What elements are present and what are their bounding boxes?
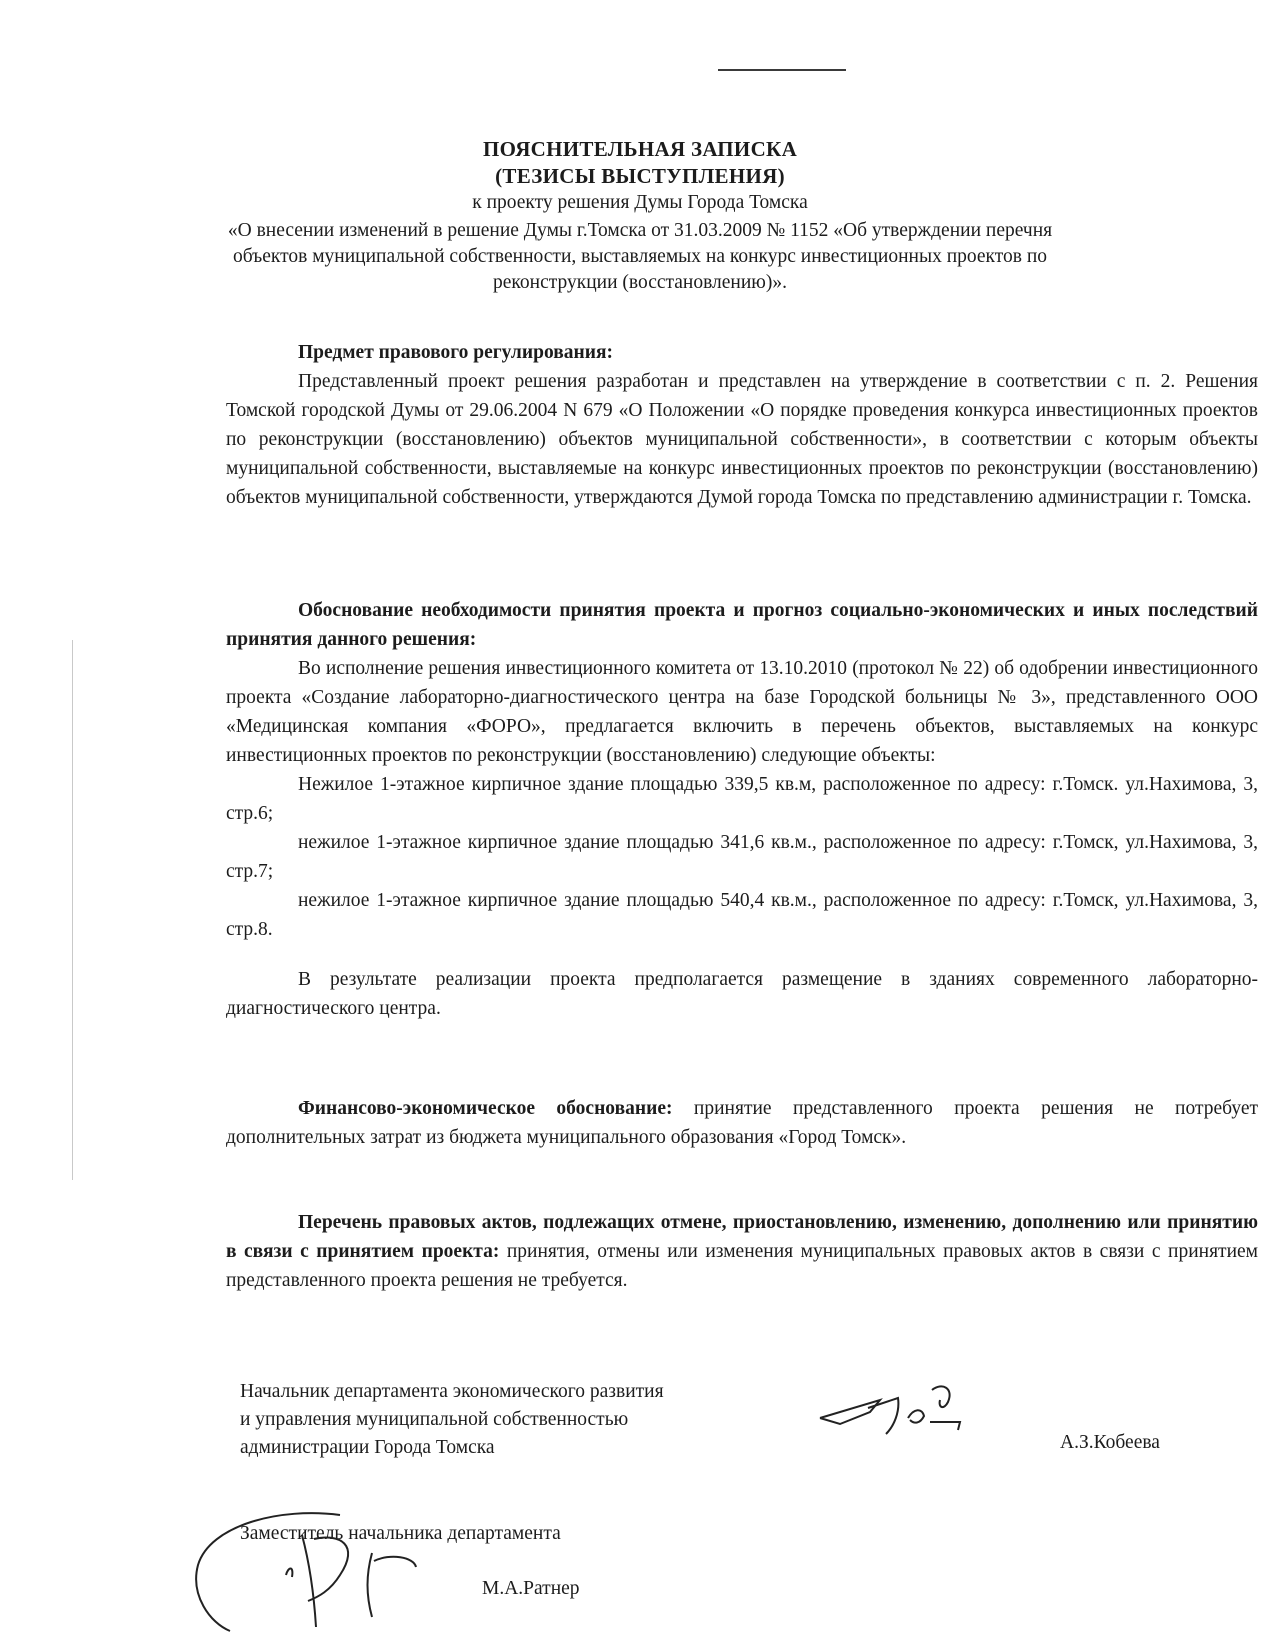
section-subject xyxy=(226,338,1258,512)
head-position xyxy=(240,1378,664,1462)
document-heading xyxy=(200,136,1080,296)
section-justification-heading: Обоснование необходимости принятия проекта и прогноз социально-экономических и иных последствий принятия данного решения: xyxy=(226,600,1258,650)
top-rule xyxy=(718,69,846,71)
document-subtitle: к проекту решения Думы Города Томска xyxy=(472,192,808,213)
margin-mark xyxy=(72,640,73,1180)
head-position-line: администрации Города Томска xyxy=(240,1437,495,1458)
object-item: нежилое 1-этажное кирпичное здание площадью 540,4 кв.м., расположенное по адресу: г.Томск, ул.Нахимова, 3, стр.8. xyxy=(226,890,1258,940)
project-name: «О внесении изменений в решение Думы г.Томска от 31.03.2009 № 1152 «Об утверждении перечня объектов муниципальной собственности, выставляемых на конкурс инвестиционных проектов по реконструкции (восстановлению)». xyxy=(227,220,1053,293)
object-item: нежилое 1-этажное кирпичное здание площадью 341,6 кв.м., расположенное по адресу: г.Томск, ул.Нахимова, 3, стр.7; xyxy=(226,832,1258,882)
head-position-line: и управления муниципальной собственностью xyxy=(240,1409,629,1430)
section-finance-text: принятие представленного проекта решения не потребует дополнительных затрат из бюджета муниципального образования «Город Томск». xyxy=(226,1098,1259,1148)
section-finance-heading: Финансово-экономическое обоснование: xyxy=(298,1098,673,1119)
deputy-position: Заместитель начальника департамента xyxy=(240,1523,561,1544)
head-name: А.З.Кобеева xyxy=(1060,1432,1160,1453)
document-title-line1: ПОЯСНИТЕЛЬНАЯ ЗАПИСКА xyxy=(482,137,798,161)
section-subject-heading: Предмет правового регулирования: xyxy=(298,342,613,363)
section-justification-text: Во исполнение решения инвестиционного комитета от 13.10.2010 (протокол № 22) об одобрении инвестиционного проекта «Создание лабораторно-диагностического центра на базе Городской больницы № 3», представленного ООО «Медицинская компания «ФОРО», предлагается включить в перечень объектов, выставляемых на конкурс инвестиционных проектов по реконструкции (восстановлению) следующие объекты: xyxy=(226,658,1258,766)
section-subject-text: Представленный проект решения разработан и представлен на утверждение в соответствии с п. 2. Решения Томской городской Думы от 29.06.2004 N 679 «О Положении «О порядке проведения конкурса инвестиционных проектов по реконструкции (восстановлению) объектов муниципальной собственности», в соответствии с которым объекты муниципальной собственности, выставляемые на конкурс инвестиционных проектов по реконструкции (восстановлению) объектов муниципальной собственности, утверждаются Думой города Томска по представлению администрации г. Томска. xyxy=(226,371,1258,508)
section-justification-result: В результате реализации проекта предполагается размещение в зданиях современного лабораторно-диагностического центра. xyxy=(226,969,1258,1019)
head-signature xyxy=(810,1378,990,1448)
section-finance xyxy=(226,1094,1258,1152)
section-justification xyxy=(226,596,1258,1023)
deputy-name: М.А.Ратнер xyxy=(482,1578,580,1599)
head-position-line: Начальник департамента экономического развития xyxy=(240,1381,664,1402)
section-acts-heading: Перечень правовых актов, подлежащих отмене, приостановлению, изменению, дополнению или принятию в связи с принятием проекта: xyxy=(226,1212,1258,1262)
section-acts-text: принятия, отмены или изменения муниципальных правовых актов в связи с принятием представленного проекта решения не требуется. xyxy=(226,1241,1259,1291)
object-item: Нежилое 1-этажное кирпичное здание площадью 339,5 кв.м, расположенное по адресу: г.Томск. ул.Нахимова, 3, стр.6; xyxy=(226,774,1258,824)
deputy-signature xyxy=(190,1505,450,1635)
section-acts xyxy=(226,1208,1258,1295)
document-title-line2: (ТЕЗИСЫ ВЫСТУПЛЕНИЯ) xyxy=(495,164,785,188)
